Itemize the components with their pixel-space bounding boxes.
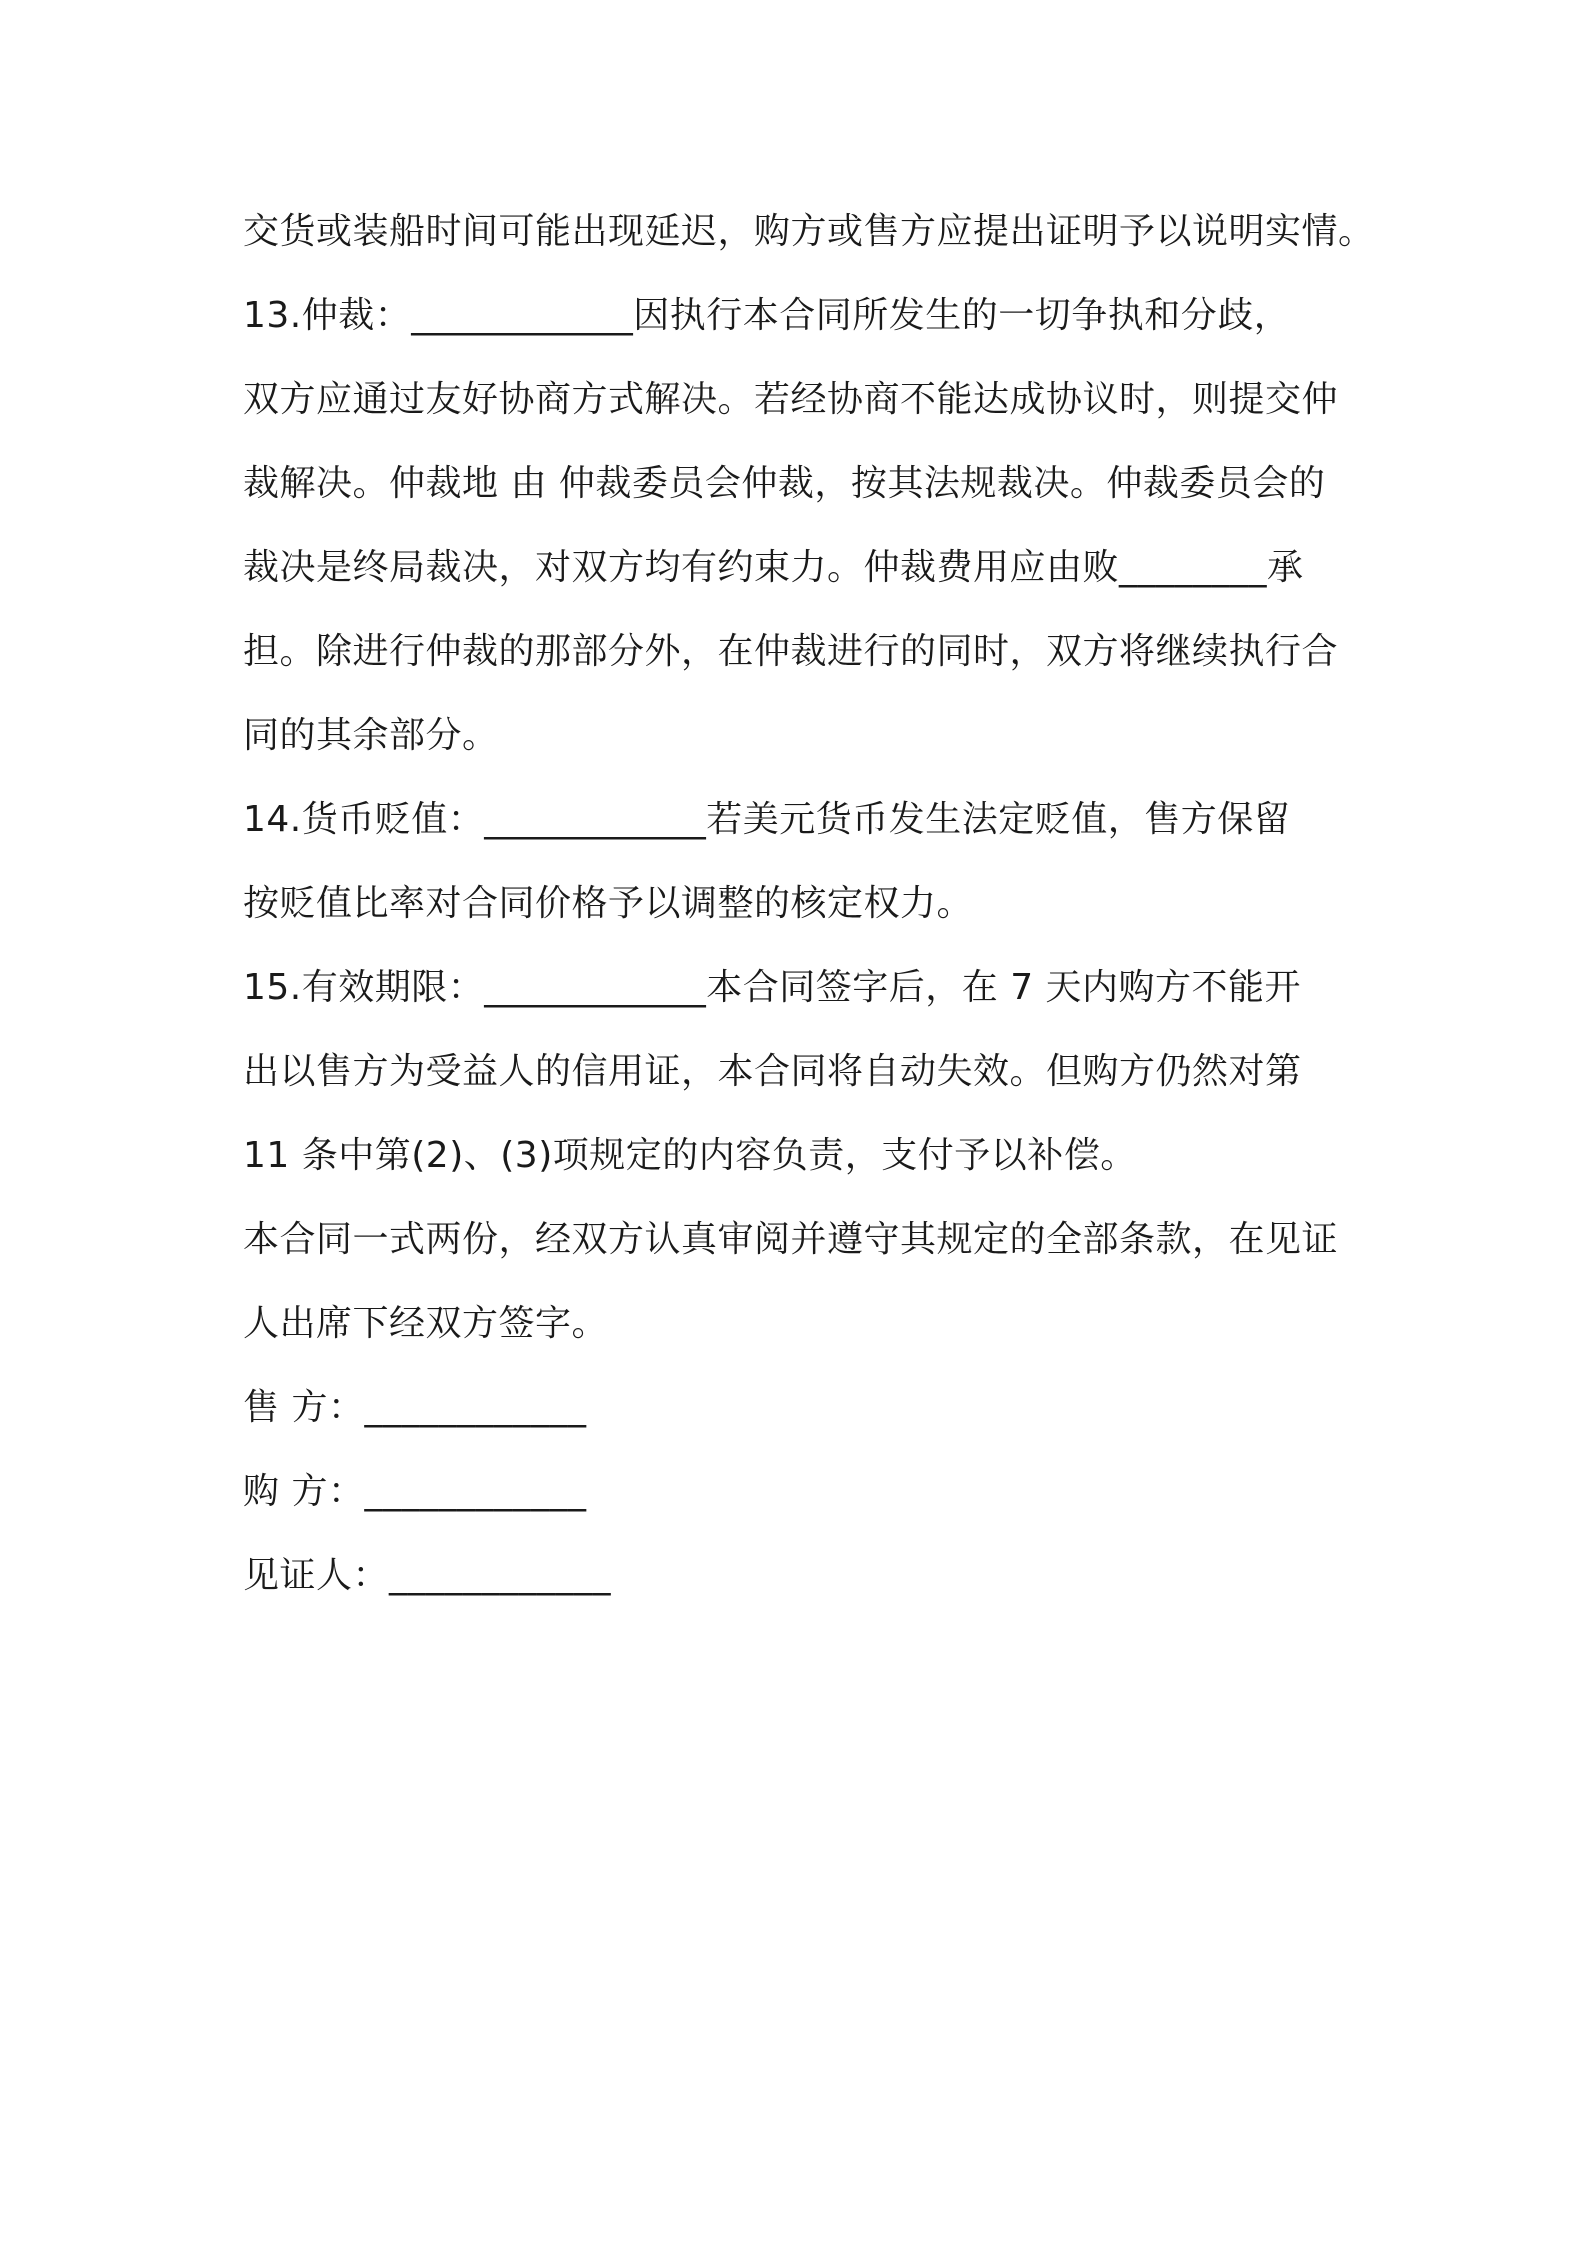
text-line: 担。除进行仲裁的那部分外，在仲裁进行的同时，双方将继续执行合 xyxy=(243,631,1339,672)
text-line-validity-clause: 15.有效期限：____________本合同签字后，在 7 天内购方不能开 xyxy=(243,967,1302,1008)
text-line: 同的其余部分。 xyxy=(243,715,499,756)
text-line: 双方应通过友好协商方式解决。若经协商不能达成协议时，则提交仲 xyxy=(243,379,1339,420)
text-line: 出以售方为受益人的信用证，本合同将自动失效。但购方仍然对第 xyxy=(243,1051,1302,1092)
text-line-copies-statement: 本合同一式两份，经双方认真审阅并遵守其规定的全部条款，在见证 xyxy=(243,1219,1339,1260)
witness-signature-line: 见证人：____________ xyxy=(243,1555,612,1596)
seller-signature-line: 售 方：____________ xyxy=(243,1387,587,1428)
text-line-delay-statement: 交货或装船时间可能出现延迟，购方或售方应提出证明予以说明实情。 xyxy=(243,211,1375,252)
text-line: 11 条中第(2)、(3)项规定的内容负责，支付予以补偿。 xyxy=(243,1135,1137,1176)
buyer-signature-line: 购 方：____________ xyxy=(243,1471,587,1512)
contract-text xyxy=(243,190,1373,1618)
text-line: 按贬值比率对合同价格予以调整的核定权力。 xyxy=(243,883,974,924)
text-line: 人出席下经双方签字。 xyxy=(243,1303,609,1344)
text-line: 裁决是终局裁决，对双方均有约束力。仲裁费用应由败________承 xyxy=(243,547,1304,588)
text-line-currency-clause: 14.货币贬值：____________若美元货币发生法定贬值，售方保留 xyxy=(243,799,1291,840)
text-line: 裁解决。仲裁地 由 仲裁委员会仲裁，按其法规裁决。仲裁委员会的 xyxy=(243,463,1326,504)
text-line-arbitration-clause: 13.仲裁：____________因执行本合同所发生的一切争执和分歧， xyxy=(243,295,1291,336)
